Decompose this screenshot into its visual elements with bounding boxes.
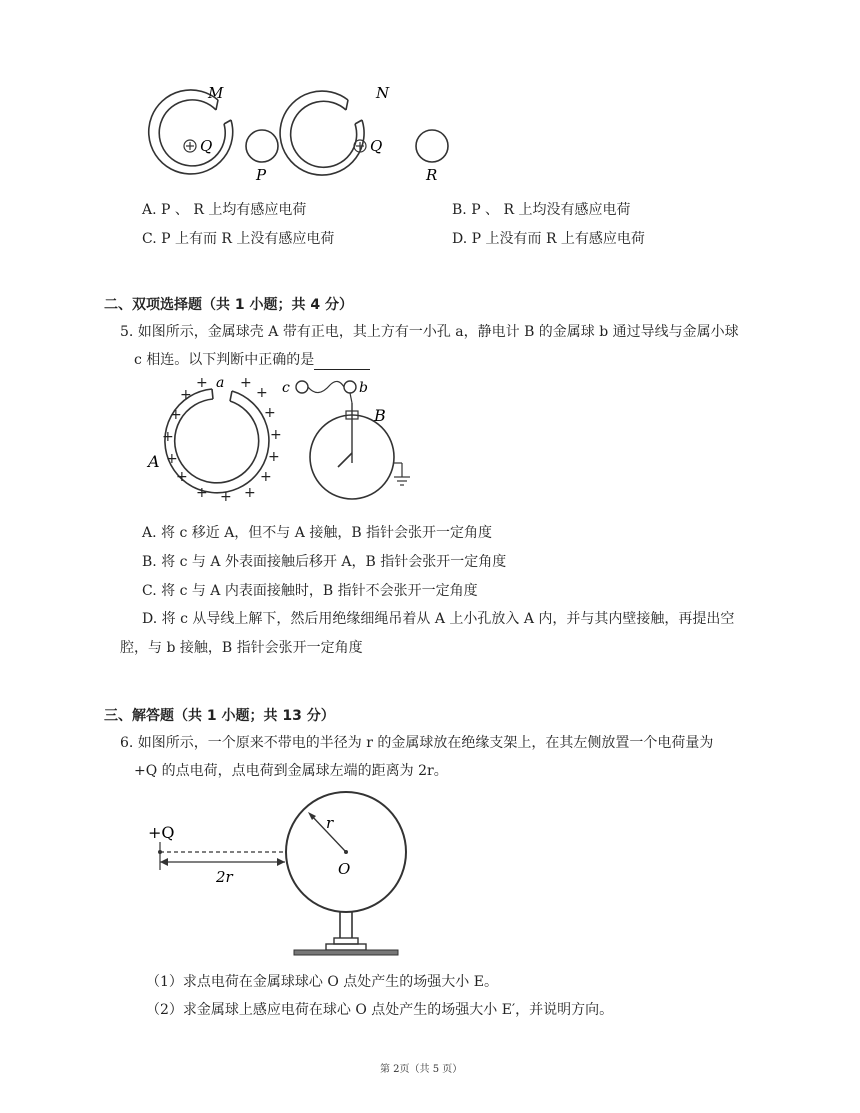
q4-option-b: B. P 、 R 上均没有感应电荷 [452,202,631,218]
q5-option-d-line2: 腔，与 b 接触，B 指针会张开一定角度 [120,640,363,656]
label-b: b [359,380,368,396]
q5-stem-line1: 5. 如图所示，金属球壳 A 带有正电，其上方有一小孔 a，静电计 B 的金属球 b 通过导线与金属小球 [120,324,739,340]
q6-sub2: （2）求金属球上感应电荷在球心 O 点处产生的场强大小 E′，并说明方向。 [146,1002,614,1018]
svg-text:+: + [162,429,174,445]
q4-figure [130,80,470,200]
label-R: R [426,166,438,184]
shell-M [149,90,233,174]
label-2r: 2r [216,868,233,886]
q5-option-d-line1: D. 将 c 从导线上解下，然后用绝缘细绳吊着从 A 上小孔放入 A 内，并与其内壁接触，再提出空 [142,611,735,627]
label-c: c [282,380,290,396]
q6-stem-line2: +Q 的点电荷，点电荷到金属球左端的距离为 2r。 [134,763,448,779]
label-B: B [374,406,386,425]
shell-N-inner [291,101,357,167]
ball-R [416,130,448,162]
svg-text:+: + [244,485,256,501]
section-3-heading: 三、解答题（共 1 小题；共 13 分） [104,708,335,724]
svg-text:+: + [268,449,280,465]
answer-blank [314,355,370,370]
q5-option-c: C. 将 c 与 A 内表面接触时，B 指针不会张开一定角度 [142,583,478,599]
q6-stem-line1: 6. 如图所示，一个原来不带电的半径为 r 的金属球放在绝缘支架上，在其左侧放置一个电荷量为 [120,735,714,751]
label-a: a [216,375,225,391]
ball-P [246,130,278,162]
q5-stem-line2 [134,350,370,370]
shell-N [280,91,364,175]
q4-option-c: C. P 上有而 R 上没有感应电荷 [142,231,335,247]
svg-text:+: + [196,485,208,501]
q5-stem-text: c 相连。以下判断中正确的是 [134,352,315,368]
svg-text:+: + [180,387,192,403]
label-P: P [256,166,267,184]
q4-option-a: A. P 、 R 上均有感应电荷 [142,202,307,218]
section-2-heading: 二、双项选择题（共 1 小题；共 4 分） [104,297,353,313]
svg-text:+: + [264,405,276,421]
q6-sub1: （1）求点电荷在金属球球心 O 点处产生的场强大小 E。 [146,974,498,990]
svg-text:+: + [260,469,272,485]
svg-text:+: + [220,489,232,505]
label-r: r [326,814,334,832]
label-Q: +Q [148,823,175,842]
svg-text:Q: Q [200,137,213,155]
plus-signs [162,375,282,505]
page-footer: 第 2页（共 5 页） [380,1064,463,1075]
svg-text:+: + [240,375,252,391]
q5-figure [140,375,430,515]
label-O: O [338,860,351,878]
q4-option-d: D. P 上没有而 R 上有感应电荷 [452,231,645,247]
svg-text:+: + [256,385,268,401]
svg-text:+: + [270,427,282,443]
svg-text:Q: Q [370,137,383,155]
ball-b [344,381,356,393]
svg-text:+: + [176,469,188,485]
ball-c [296,381,308,393]
label-A: A [148,452,160,471]
svg-text:+: + [166,451,178,467]
label-M: M [208,84,224,102]
svg-text:+: + [170,407,182,423]
q6-figure [140,790,440,960]
q5-option-b: B. 将 c 与 A 外表面接触后移开 A，B 指针会张开一定角度 [142,554,507,570]
label-N: N [376,84,390,102]
svg-text:+: + [196,375,208,391]
q5-option-a: A. 将 c 移近 A，但不与 A 接触，B 指针会张开一定角度 [142,525,493,541]
